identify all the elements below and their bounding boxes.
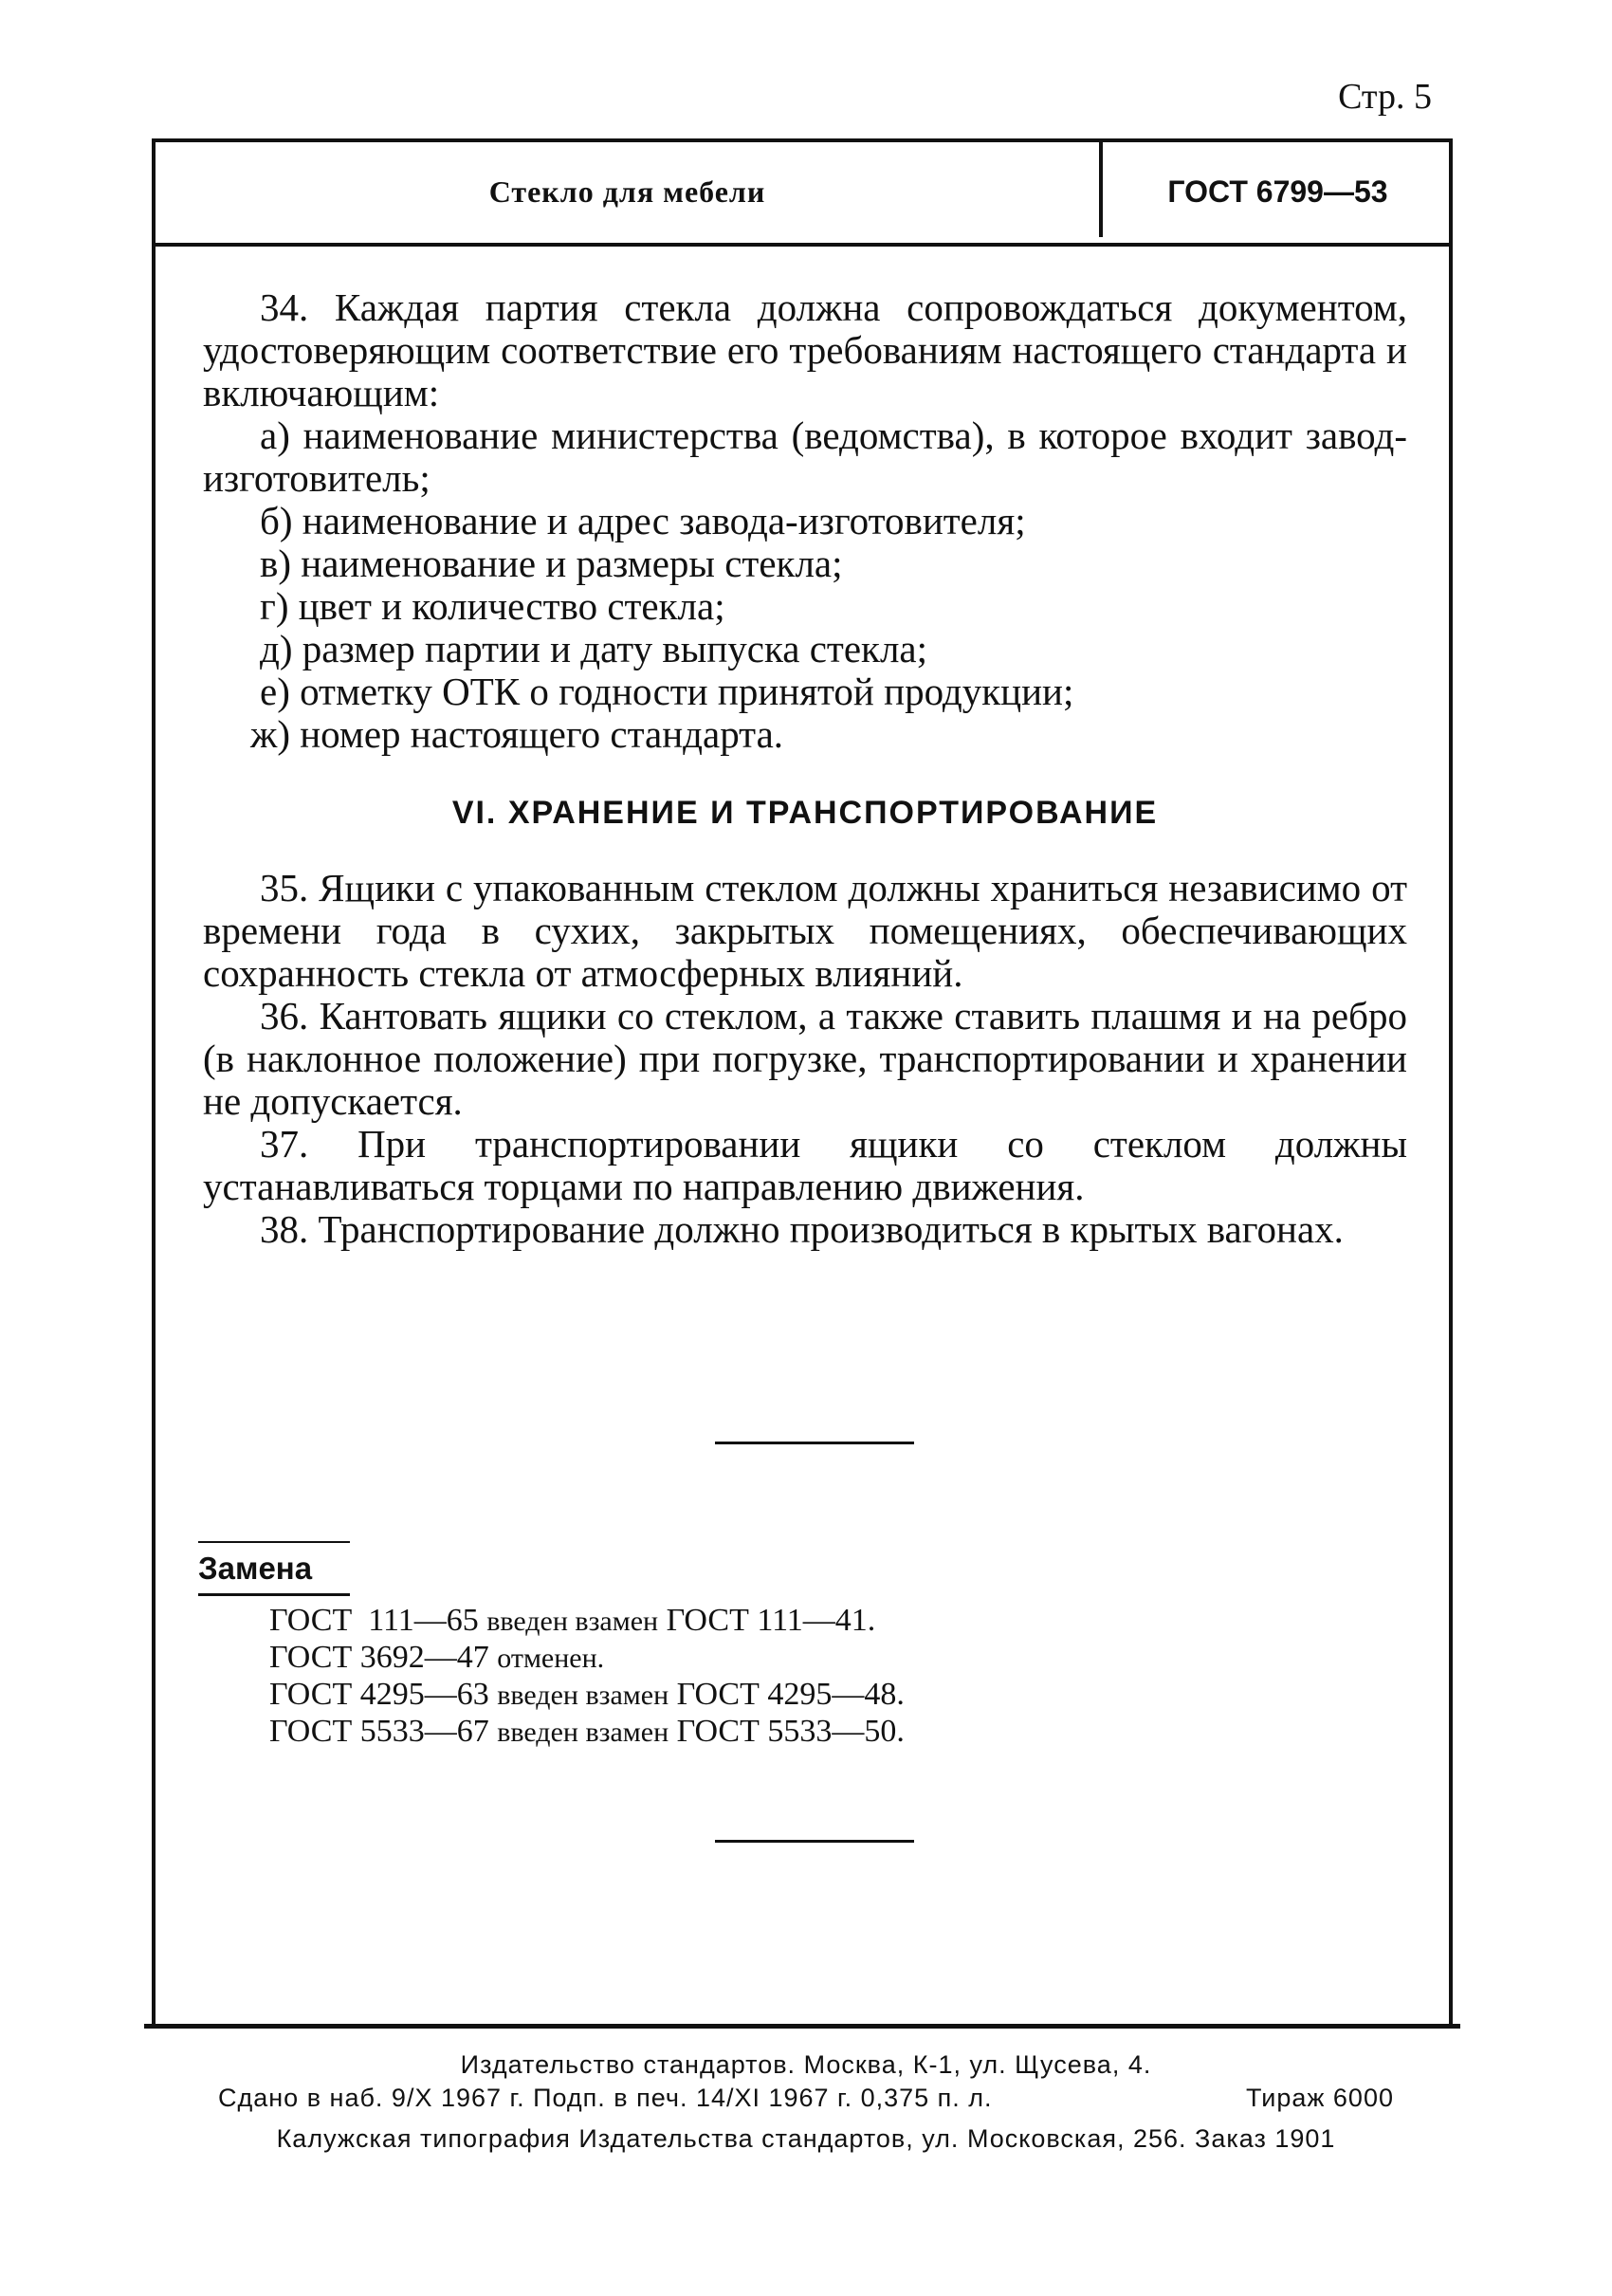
zamena-row xyxy=(269,1603,905,1640)
frame-bottom-rule xyxy=(144,2024,1460,2029)
section-heading: VI. ХРАНЕНИЕ И ТРАНСПОРТИРОВАНИЕ xyxy=(451,795,1159,831)
zamena-mid: введен взамен xyxy=(497,1680,669,1711)
page-number: Стр. 5 xyxy=(1338,77,1432,117)
standard-code: ГОСТ 6799—53 xyxy=(1167,174,1388,209)
list-item: г) цвет и количество стекла; xyxy=(260,584,725,628)
circulation: Тираж 6000 xyxy=(1245,2084,1394,2112)
zamena-row xyxy=(269,1714,905,1751)
zamena-right: ГОСТ 111—41. xyxy=(666,1603,876,1638)
clause-35: 35. Ящики с упакованным стеклом должны храниться независимо от времени года в сухих, закрытых помещениях, обеспечивающих сохранность стекла от атмосферных влияний. xyxy=(203,866,1407,995)
clause-38: 38. Транспортирование должно производиться в крытых вагонах. xyxy=(260,1207,1344,1251)
zamena-mid: введен взамен xyxy=(486,1606,659,1637)
zamena-left: ГОСТ 4295—63 xyxy=(269,1677,489,1712)
separator-rule xyxy=(715,1442,914,1444)
zamena-mid: введен взамен xyxy=(497,1717,669,1748)
list-item: в) наименование и размеры стекла; xyxy=(260,542,843,585)
list-item: д) размер партии и дату выпуска стекла; xyxy=(260,627,928,670)
zamena-row xyxy=(269,1640,905,1677)
print-info-line xyxy=(218,2084,1394,2113)
document-title: Стекло для мебели xyxy=(488,174,766,209)
list-item: ж) номер настоящего стандарта. xyxy=(250,712,784,756)
zamena-left: ГОСТ 111—65 xyxy=(269,1603,479,1638)
printer-line: Калужская типография Издательства стандартов, ул. Московская, 256. Заказ 1901 xyxy=(276,2124,1336,2153)
zamena-left: ГОСТ 5533—67 xyxy=(269,1714,489,1749)
clause-36: 36. Кантовать ящики со стеклом, а также ставить плашмя и на ребро (в наклонное положение) при погрузке, транспортировании и хранении не допускается. xyxy=(203,994,1407,1123)
list-item: а) наименование министерства (ведомства), в которое входит завод-изготовитель; xyxy=(203,413,1407,500)
main-content xyxy=(203,286,1407,1251)
zamena-right: ГОСТ 5533—50. xyxy=(676,1714,905,1749)
clause-37: 37. При транспортировании ящики со стеклом должны устанавливаться торцами по направлению движения. xyxy=(203,1122,1407,1208)
zamena-row xyxy=(269,1677,905,1714)
clause-34-intro: 34. Каждая партия стекла должна сопровождаться документом, удостоверяющим соответствие его требованиям настоящего стандарта и включающим: xyxy=(203,285,1407,414)
page-header xyxy=(156,142,1449,247)
publisher-line: Издательство стандартов. Москва, К-1, ул. Щусева, 4. xyxy=(460,2050,1152,2079)
list-item: б) наименование и адрес завода-изготовителя; xyxy=(260,499,1026,542)
zamena-rule-top xyxy=(198,1541,350,1543)
zamena-rule-bottom xyxy=(198,1593,350,1596)
zamena-title: Замена xyxy=(198,1551,313,1586)
zamena-list xyxy=(269,1603,905,1751)
zamena-mid: отменен. xyxy=(497,1643,605,1674)
list-item: е) отметку ОТК о годности принятой продукции; xyxy=(260,670,1074,713)
clause-34-list xyxy=(203,414,1407,756)
page-frame xyxy=(152,138,1453,2026)
zamena-right: ГОСТ 4295—48. xyxy=(676,1677,905,1712)
separator-rule xyxy=(715,1840,914,1843)
zamena-left: ГОСТ 3692—47 xyxy=(269,1640,489,1675)
print-info: Сдано в наб. 9/Х 1967 г. Подп. в печ. 14/XI 1967 г. 0,375 п. л. xyxy=(218,2084,993,2112)
